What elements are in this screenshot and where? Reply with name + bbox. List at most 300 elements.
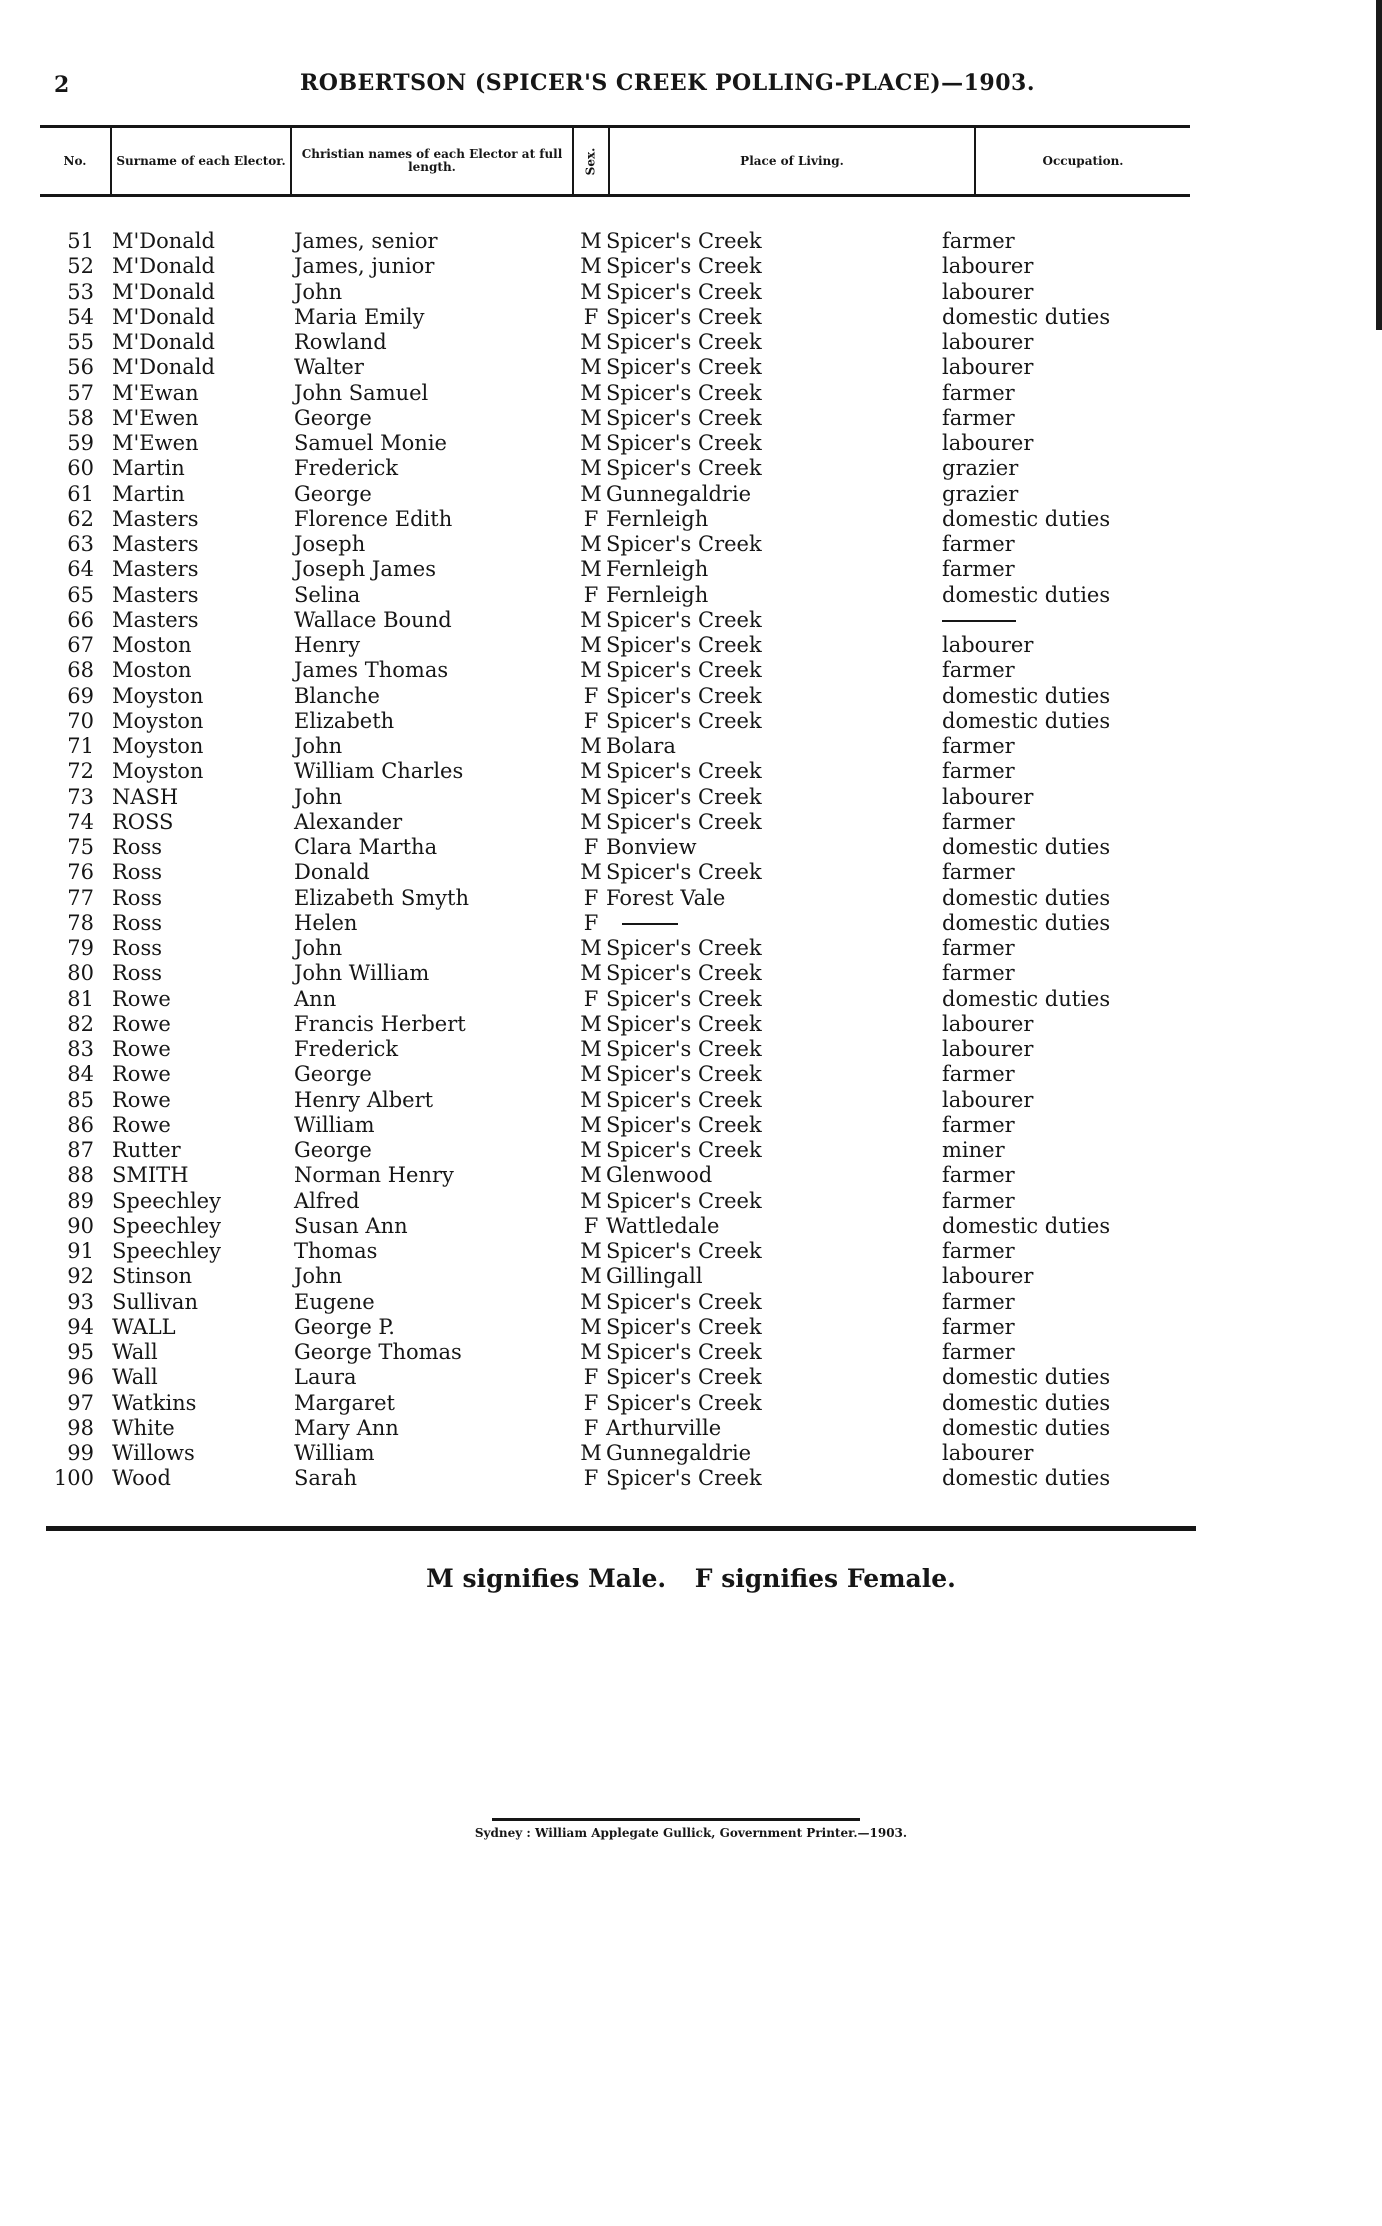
cell-christian-names: John William (294, 961, 430, 986)
cell-place-of-living: Gunnegaldrie (606, 481, 752, 506)
cell-sex: M (580, 1062, 602, 1087)
printer-rule (492, 1818, 860, 1821)
cell-occupation: domestic duties (942, 683, 1111, 708)
table-row (0, 835, 1382, 860)
cell-christian-names: James Thomas (294, 658, 449, 683)
cell-christian-names: Helen (294, 910, 358, 935)
cell-christian-names: Laura (294, 1365, 357, 1390)
cell-no: 96 (67, 1365, 94, 1390)
cell-surname: Watkins (112, 1390, 197, 1415)
table-row (0, 886, 1382, 911)
table-row (0, 709, 1382, 734)
cell-surname: Ross (112, 910, 163, 935)
cell-no: 91 (67, 1239, 94, 1263)
page-title: ROBERTSON (SPICER'S CREEK POLLING-PLACE)—1903. (300, 70, 1036, 96)
cell-no: 81 (67, 986, 94, 1011)
cell-no: 60 (67, 456, 94, 481)
header-christian-names: Christian names of each Elector at full length. (292, 128, 574, 194)
cell-occupation: farmer (942, 1188, 1015, 1213)
legend-female: F signifies Female. (694, 1564, 956, 1593)
cell-surname: Willows (112, 1441, 195, 1465)
header-sex-label: Sex. (583, 147, 598, 175)
cell-occupation: domestic duties (942, 1466, 1111, 1491)
table-row (0, 1138, 1382, 1163)
cell-place-of-living: Spicer's Creek (606, 1188, 762, 1213)
cell-surname: M'Ewen (112, 431, 199, 455)
cell-sex: F (583, 986, 599, 1011)
cell-occupation: domestic duties (942, 910, 1111, 935)
cell-occupation: domestic duties (942, 1415, 1111, 1440)
cell-place-of-living: Spicer's Creek (606, 759, 762, 784)
cell-sex: F (583, 1390, 599, 1415)
cell-surname: M'Ewen (112, 405, 199, 430)
cell-surname: Rowe (112, 1087, 171, 1112)
cell-place-of-living: Spicer's Creek (606, 330, 762, 354)
cell-sex: M (580, 557, 602, 582)
cell-no: 66 (67, 607, 94, 632)
cell-sex: M (580, 481, 602, 506)
cell-surname: Ross (112, 936, 163, 960)
table-row (0, 507, 1382, 532)
table-row (0, 1466, 1382, 1491)
cell-occupation: domestic duties (942, 835, 1111, 859)
cell-place-of-living: Forest Vale (606, 885, 726, 910)
cell-occupation: labourer (942, 633, 1034, 657)
cell-christian-names: Eugene (294, 1289, 375, 1314)
table-row (0, 355, 1382, 380)
cell-occupation: farmer (942, 658, 1015, 683)
cell-no: 54 (67, 304, 94, 329)
cell-sex: M (580, 1163, 602, 1188)
table-row (0, 532, 1382, 557)
cell-place-of-living: Spicer's Creek (606, 456, 762, 481)
cell-surname: Ross (112, 860, 163, 885)
table-row (0, 1012, 1382, 1037)
cell-surname: M'Donald (112, 279, 215, 304)
cell-occupation: farmer (942, 961, 1015, 986)
cell-sex: M (580, 1289, 602, 1314)
cell-sex: M (580, 431, 602, 455)
table-row (0, 1340, 1382, 1365)
table-row (0, 330, 1382, 355)
cell-sex: M (580, 1138, 602, 1162)
cell-occupation: farmer (942, 734, 1015, 758)
cell-surname: M'Donald (112, 355, 215, 380)
cell-occupation: grazier (942, 481, 1019, 506)
cell-no: 99 (67, 1441, 94, 1465)
cell-occupation: domestic duties (942, 506, 1111, 531)
cell-no: 71 (67, 734, 94, 758)
cell-place-of-living: Fernleigh (606, 557, 709, 582)
header-surname: Surname of each Elector. (112, 128, 292, 194)
cell-sex: M (580, 254, 602, 279)
cell-place-of-living: Spicer's Creek (606, 405, 762, 430)
cell-no: 67 (67, 633, 94, 657)
table-row (0, 734, 1382, 759)
cell-christian-names: Alfred (294, 1188, 360, 1213)
table-row (0, 1290, 1382, 1315)
table-row (0, 1113, 1382, 1138)
cell-sex: M (580, 1011, 602, 1036)
cell-occupation: farmer (942, 1314, 1015, 1339)
cell-place-of-living: Spicer's Creek (606, 532, 762, 556)
cell-christian-names: Wallace Bound (294, 607, 452, 632)
cell-sex: M (580, 1264, 602, 1289)
sex-legend (0, 1564, 1382, 1593)
cell-occupation: labourer (942, 431, 1034, 455)
cell-no: 92 (67, 1264, 94, 1289)
cell-occupation: farmer (942, 860, 1015, 885)
cell-place-of-living: Spicer's Creek (606, 254, 762, 279)
cell-place-of-living: Spicer's Creek (606, 936, 762, 960)
table-row (0, 1163, 1382, 1188)
cell-christian-names: George (294, 1062, 372, 1087)
cell-christian-names: John (294, 1264, 343, 1289)
cell-christian-names: John (294, 784, 343, 809)
table-row (0, 431, 1382, 456)
cell-christian-names: Selina (294, 582, 361, 607)
cell-christian-names: George (294, 405, 372, 430)
cell-occupation: domestic duties (942, 986, 1111, 1011)
cell-place-of-living: Spicer's Creek (606, 1340, 762, 1364)
cell-place-of-living: Spicer's Creek (606, 229, 762, 253)
cell-surname: Moyston (112, 708, 204, 733)
cell-occupation: domestic duties (942, 885, 1111, 910)
table-row (0, 1441, 1382, 1466)
cell-sex: F (583, 1213, 599, 1238)
cell-surname: Rowe (112, 1037, 171, 1061)
cell-sex: M (580, 633, 602, 657)
cell-surname: Moyston (112, 759, 204, 784)
cell-place-of-living: Spicer's Creek (606, 860, 762, 885)
cell-no: 77 (67, 885, 94, 910)
cell-christian-names: John (294, 734, 343, 758)
cell-occupation: farmer (942, 532, 1015, 556)
cell-place-of-living: Spicer's Creek (606, 1314, 762, 1339)
table-row (0, 658, 1382, 683)
cell-christian-names: Thomas (294, 1239, 378, 1263)
cell-christian-names: Elizabeth (294, 708, 395, 733)
cell-occupation: domestic duties (942, 582, 1111, 607)
cell-no: 53 (67, 279, 94, 304)
cell-place-of-living: Spicer's Creek (606, 658, 762, 683)
table-row (0, 1214, 1382, 1239)
table-row (0, 305, 1382, 330)
cell-occupation: labourer (942, 784, 1034, 809)
table-row (0, 633, 1382, 658)
cell-occupation: farmer (942, 405, 1015, 430)
cell-sex: M (580, 330, 602, 354)
table-row (0, 1416, 1382, 1441)
cell-place-of-living: Spicer's Creek (606, 355, 762, 380)
cell-occupation: farmer (942, 1112, 1015, 1137)
cell-sex: M (580, 784, 602, 809)
cell-sex: M (580, 734, 602, 758)
column-header (40, 125, 1190, 197)
cell-occupation: labourer (942, 1264, 1034, 1289)
table-row (0, 759, 1382, 784)
cell-place-of-living: Spicer's Creek (606, 1062, 762, 1087)
table-row (0, 557, 1382, 582)
cell-christian-names: Maria Emily (294, 304, 425, 329)
cell-sex: M (580, 759, 602, 784)
cell-surname: Rowe (112, 1112, 171, 1137)
cell-no: 87 (67, 1138, 94, 1162)
cell-surname: Sullivan (112, 1289, 198, 1314)
cell-occupation: farmer (942, 380, 1015, 405)
cell-no: 57 (67, 380, 94, 405)
table-row (0, 1037, 1382, 1062)
table-bottom-rule (46, 1526, 1196, 1531)
cell-no: 61 (67, 481, 94, 506)
table-row (0, 456, 1382, 481)
cell-surname: Speechley (112, 1188, 221, 1213)
table-row (0, 911, 1382, 936)
cell-sex: F (583, 1466, 599, 1491)
cell-occupation: labourer (942, 1441, 1034, 1465)
cell-sex: M (580, 229, 602, 253)
cell-occupation: domestic duties (942, 1213, 1111, 1238)
cell-sex: F (583, 683, 599, 708)
cell-christian-names: Sarah (294, 1466, 357, 1491)
cell-christian-names: Elizabeth Smyth (294, 885, 469, 910)
cell-place-of-living: Spicer's Creek (606, 986, 762, 1011)
table-row (0, 406, 1382, 431)
cell-surname: Ross (112, 835, 163, 859)
table-row (0, 280, 1382, 305)
cell-surname: WALL (112, 1314, 176, 1339)
cell-sex: F (583, 1365, 599, 1390)
cell-place-of-living: Spicer's Creek (606, 1289, 762, 1314)
cell-sex: M (580, 961, 602, 986)
cell-place-of-living: Spicer's Creek (606, 961, 762, 986)
cell-no: 52 (67, 254, 94, 279)
cell-no: 62 (67, 506, 94, 531)
cell-surname: White (112, 1415, 175, 1440)
cell-christian-names: Samuel Monie (294, 431, 447, 455)
table-row (0, 1088, 1382, 1113)
cell-christian-names: Florence Edith (294, 506, 453, 531)
cell-occupation: farmer (942, 1062, 1015, 1087)
table-row (0, 961, 1382, 986)
cell-place-of-living (606, 911, 678, 936)
cell-christian-names: John (294, 279, 343, 304)
cell-no: 69 (67, 683, 94, 708)
table-row (0, 684, 1382, 709)
cell-occupation: labourer (942, 330, 1034, 354)
cell-no: 79 (67, 936, 94, 960)
cell-place-of-living: Gunnegaldrie (606, 1441, 752, 1465)
cell-surname: Masters (112, 532, 199, 556)
cell-surname: Moston (112, 658, 192, 683)
cell-no: 89 (67, 1188, 94, 1213)
cell-no: 56 (67, 355, 94, 380)
cell-sex: M (580, 1239, 602, 1263)
cell-no: 100 (53, 1466, 94, 1491)
cell-christian-names: Mary Ann (294, 1415, 399, 1440)
cell-occupation: labourer (942, 355, 1034, 380)
cell-no: 58 (67, 405, 94, 430)
cell-no: 64 (67, 557, 94, 582)
cell-surname: M'Donald (112, 229, 215, 253)
cell-christian-names: Henry (294, 633, 361, 657)
cell-surname: Martin (112, 456, 185, 481)
cell-surname: Masters (112, 607, 199, 632)
cell-occupation: domestic duties (942, 708, 1111, 733)
cell-place-of-living: Bonview (606, 835, 697, 859)
cell-place-of-living: Gillingall (606, 1264, 703, 1289)
cell-no: 65 (67, 582, 94, 607)
cell-occupation: farmer (942, 936, 1015, 960)
cell-sex: M (580, 936, 602, 960)
cell-no: 76 (67, 860, 94, 885)
cell-christian-names: William Charles (294, 759, 464, 784)
cell-occupation: farmer (942, 809, 1015, 834)
legend-male: M signifies Male. (426, 1564, 667, 1593)
table-row (0, 936, 1382, 961)
cell-sex: M (580, 1112, 602, 1137)
cell-surname: Rowe (112, 1011, 171, 1036)
cell-sex: M (580, 1188, 602, 1213)
cell-surname: Speechley (112, 1213, 221, 1238)
cell-sex: M (580, 532, 602, 556)
cell-no: 95 (67, 1340, 94, 1364)
cell-place-of-living: Spicer's Creek (606, 431, 762, 455)
cell-surname: SMITH (112, 1163, 189, 1188)
cell-place-of-living: Spicer's Creek (606, 708, 762, 733)
cell-occupation: farmer (942, 1340, 1015, 1364)
cell-surname: Moyston (112, 734, 204, 758)
cell-no: 88 (67, 1163, 94, 1188)
cell-surname: Martin (112, 481, 185, 506)
table-row (0, 583, 1382, 608)
cell-no: 73 (67, 784, 94, 809)
cell-no: 94 (67, 1314, 94, 1339)
cell-no: 82 (67, 1011, 94, 1036)
cell-no: 93 (67, 1289, 94, 1314)
cell-occupation: farmer (942, 229, 1015, 253)
table-row (0, 381, 1382, 406)
cell-surname: Speechley (112, 1239, 221, 1263)
cell-no: 84 (67, 1062, 94, 1087)
cell-no: 86 (67, 1112, 94, 1137)
cell-christian-names: Norman Henry (294, 1163, 454, 1188)
cell-place-of-living: Spicer's Creek (606, 683, 762, 708)
cell-sex: M (580, 1340, 602, 1364)
cell-surname: M'Donald (112, 330, 215, 354)
cell-no: 83 (67, 1037, 94, 1061)
cell-sex: M (580, 380, 602, 405)
cell-sex: M (580, 658, 602, 683)
header-occupation: Occupation. (1042, 153, 1124, 168)
cell-christian-names: Walter (294, 355, 364, 380)
cell-christian-names: Frederick (294, 1037, 399, 1061)
cell-sex: F (583, 1415, 599, 1440)
table-row (0, 1315, 1382, 1340)
header-place-of-living: Place of Living. (610, 128, 976, 194)
cell-christian-names: William (294, 1112, 375, 1137)
cell-place-of-living: Spicer's Creek (606, 1138, 762, 1162)
blank-rule (942, 620, 1016, 622)
cell-surname: Moston (112, 633, 192, 657)
cell-place-of-living: Spicer's Creek (606, 1087, 762, 1112)
cell-place-of-living: Spicer's Creek (606, 1390, 762, 1415)
cell-occupation: labourer (942, 1011, 1034, 1036)
cell-christian-names: Rowland (294, 330, 387, 354)
cell-sex: F (583, 885, 599, 910)
table-row (0, 1189, 1382, 1214)
cell-sex: F (583, 304, 599, 329)
table-row (0, 1062, 1382, 1087)
cell-no: 75 (67, 835, 94, 859)
cell-occupation: grazier (942, 456, 1019, 481)
cell-surname: ROSS (112, 809, 174, 834)
cell-christian-names: Francis Herbert (294, 1011, 466, 1036)
cell-christian-names: James, senior (294, 229, 438, 253)
cell-christian-names: George (294, 481, 372, 506)
cell-no: 63 (67, 532, 94, 556)
cell-christian-names: George P. (294, 1314, 395, 1339)
cell-christian-names: Alexander (294, 809, 403, 834)
cell-surname: Moyston (112, 683, 204, 708)
cell-place-of-living: Fernleigh (606, 582, 709, 607)
cell-sex: M (580, 1314, 602, 1339)
blank-rule (622, 923, 678, 925)
cell-sex: M (580, 1441, 602, 1465)
cell-surname: Rutter (112, 1138, 181, 1162)
cell-occupation: domestic duties (942, 304, 1111, 329)
header-no: No. (40, 128, 112, 194)
cell-surname: M'Donald (112, 304, 215, 329)
cell-surname: Ross (112, 885, 163, 910)
cell-sex: M (580, 1087, 602, 1112)
cell-no: 80 (67, 961, 94, 986)
cell-place-of-living: Glenwood (606, 1163, 713, 1188)
cell-christian-names: Margaret (294, 1390, 395, 1415)
cell-christian-names: Donald (294, 860, 370, 885)
table-row (0, 254, 1382, 279)
cell-occupation: farmer (942, 1163, 1015, 1188)
cell-christian-names: Henry Albert (294, 1087, 434, 1112)
cell-christian-names: Blanche (294, 683, 380, 708)
table-row (0, 860, 1382, 885)
cell-surname: M'Ewan (112, 380, 199, 405)
cell-surname: Wood (112, 1466, 171, 1491)
cell-christian-names: James, junior (294, 254, 435, 279)
cell-place-of-living: Spicer's Creek (606, 809, 762, 834)
cell-surname: Rowe (112, 986, 171, 1011)
cell-occupation: labourer (942, 1037, 1034, 1061)
table-row (0, 1391, 1382, 1416)
table-row (0, 1365, 1382, 1390)
cell-place-of-living: Spicer's Creek (606, 1466, 762, 1491)
cell-christian-names: William (294, 1441, 375, 1465)
cell-surname: Rowe (112, 1062, 171, 1087)
cell-christian-names: Clara Martha (294, 835, 438, 859)
cell-no: 55 (67, 330, 94, 354)
cell-christian-names: Susan Ann (294, 1213, 408, 1238)
cell-sex: M (580, 355, 602, 380)
cell-place-of-living: Spicer's Creek (606, 1037, 762, 1061)
header-sex (574, 128, 610, 194)
printer-imprint: Sydney : William Applegate Gullick, Government Printer.—1903. (474, 1826, 908, 1840)
cell-christian-names: Frederick (294, 456, 399, 481)
cell-surname: Wall (112, 1365, 158, 1390)
cell-christian-names: John (294, 936, 343, 960)
table-row (0, 810, 1382, 835)
cell-christian-names: Ann (294, 986, 337, 1011)
cell-sex: M (580, 809, 602, 834)
